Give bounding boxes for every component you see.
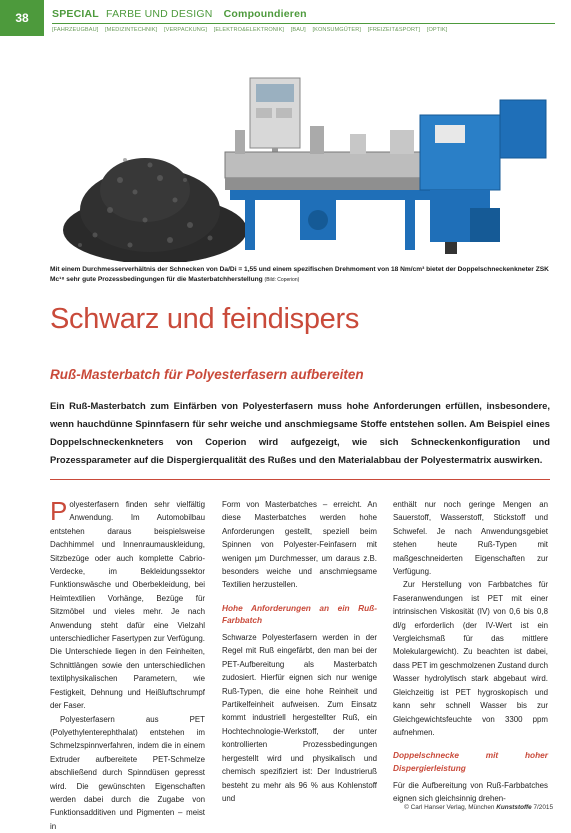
tag-bau: [BAU] [291, 27, 306, 33]
section-subcategory: Compoundieren [224, 8, 307, 20]
article-subtitle: Ruß-Masterbatch für Polyesterfasern aufbereiten [50, 367, 550, 382]
page-number: 38 [0, 0, 44, 36]
section-special: SPECIAL [52, 8, 99, 20]
category-tags [52, 27, 555, 33]
caption-text: Mit einem Durchmesserverhältnis der Schnecken von Da/Di = 1,55 und einem spezifischen Drehmoment von 18 Nm/cm³ bietet der Doppelschneckenkneter ZSK Mc¹⁸ sehr gute Prozessbedingungen für die Masterbatchherstellung [50, 266, 549, 283]
column-1-paragraph-1-text: olyesterfasern finden sehr vielfältig Anwendung. Im Automobilbau entstehen daraus beispielsweise Dachhimmel und Innenraumauskleidung, Sitzbezüge oder auch komplette Cabrio-Verdecke, im Bekleidungssektor Funktionswäsche und Oberbekleidung, bei Heimtextilien Vorhänge, Bezüge für Sitzmöbel und vieles mehr. Je nach Anwendung steht dafür eine Vielzahl unterschiedlicher Fasertypen zur Verfügung. Die Unterschiede liegen in den Feinheiten, Schnittlängen sowie den unterschiedlichen textilphysikalischen Parametern, wie Festigkeit, Dehnung und Heißluftschrumpf der Faser. [50, 500, 205, 710]
column-2-subheading: Hohe Anforderungen an ein Ruß-Farbbatch [222, 602, 377, 627]
page-footer [404, 804, 553, 811]
column-2-paragraph-2: Schwarze Polyesterfasern werden in der Regel mit Ruß eingefärbt, den man bei der PET-Aufbereitung als Masterbatch zudosiert. Hierfür eignen sich nur wenige Ruß-Typen, die eine hohe Reinheit und Partikelfeinheit aufweisen. Zum Einsatz kommt industriell hergestellter Ruß, ein Hochtechnologie-Werkstoff, der unter kontrollierten Prozessbedingungen hergestellt wird und physikalisch und chemisch spezifiziert ist: Der Industrieruß besteht zu mehr als 96 % aus Kohlenstoff und [222, 631, 377, 805]
article-title: Schwarz und feindispers [50, 303, 550, 336]
column-1-paragraph-2: Polyesterfasern aus PET (Polyethylenterephthalat) entstehen im Schmelzspinnverfahren, indem die in einem Extruder aufbereitete PET-Schmelze abschließend durch Spinndüsen gepresst wird. Die gewünschten Eigenschaften werden dabei durch die Zugabe von Funktionsadditiven und Pigmenten – meist in [50, 713, 205, 833]
header-divider [52, 23, 555, 24]
footer-copyright: © Carl Hanser Verlag, München [404, 804, 494, 811]
article-lead: Ein Ruß-Masterbatch zum Einfärben von Polyesterfasern muss hohe Anforderungen erfüllen, insbesondere, wenn hauchdünne Spinnfasern für sehr weiche und anschmiegsame Stoffe entstehen sollen. Am Beispiel eines Doppelschneckenkneters von Coperion wird aufgezeigt, wie sich Schneckenkonfiguration und Prozessparameter auf die Dispergierqualität des Rußes und den Materialabbau der Polyestermatrix auswirken. [50, 397, 550, 469]
extruder-photo [50, 60, 550, 262]
tag-freizeit-sport: [FREIZEIT&SPORT] [368, 27, 420, 33]
drop-cap: P [50, 501, 67, 521]
footer-magazine: Kunststoffe [496, 804, 531, 811]
body-column-1 [50, 498, 205, 833]
lead-divider [50, 479, 550, 480]
body-column-2 [222, 498, 377, 805]
column-2-paragraph-1: Form von Masterbatches – erreicht. An diese Masterbatches werden hohe Anforderungen gestellt, speziell beim Spinnen von Polyester-Feinfasern mit wenigen µm Durchmesser, um daraus z.B. besonders weiche und anschmiegsame Textilien herzustellen. [222, 498, 377, 592]
column-3-paragraph-3: Für die Aufbereitung von Ruß-Farbbatches eignen sich gleichsinnig drehen- [393, 779, 548, 806]
tag-fahrzeugbau: [FAHRZEUGBAU] [52, 27, 98, 33]
tag-konsumgueter: [KONSUMGÜTER] [313, 27, 362, 33]
footer-issue: 7/2015 [533, 804, 553, 811]
section-category: FARBE UND DESIGN [106, 8, 212, 20]
tag-elektro: [ELEKTRO&ELEKTRONIK] [214, 27, 284, 33]
section-title-line [52, 8, 555, 20]
column-1-paragraph-1 [50, 498, 205, 713]
section-header [52, 8, 555, 33]
caption-credit: (Bild: Coperion) [265, 277, 300, 283]
tag-optik: [OPTIK] [427, 27, 448, 33]
column-3-subheading: Doppelschnecke mit hoher Dispergierleistung [393, 749, 548, 774]
body-column-3 [393, 498, 548, 805]
image-caption [50, 265, 550, 285]
tag-medizintechnik: [MEDIZINTECHNIK] [105, 27, 157, 33]
column-3-paragraph-2: Zur Herstellung von Farbbatches für Faseranwendungen ist PET mit einer intrinsischen Viskosität (IV) von 0,6 bis 0,8 dl/g erforderlich (der IV-Wert ist ein Vergleichsmaß für das mittlere Molekulargewicht). Zu beachten ist dabei, dass PET im geschmolzenen Zustand durch Wasser hydrolytisch stark abgebaut wird. Gleichzeitig ist PET hygroskopisch und kann sehr schnell Wasser bis zur Gleichgewichtsfeuchte von 3300 ppm aufnehmen. [393, 578, 548, 739]
tag-verpackung: [VERPACKUNG] [164, 27, 207, 33]
column-3-paragraph-1: enthält nur noch geringe Mengen an Sauerstoff, Wasserstoff, Stickstoff und Schwefel. Je nach Anwendungsgebiet stehen heute Ruß-Typen mit maßgeschneiderten Eigenschaften zur Verfügung. [393, 498, 548, 578]
